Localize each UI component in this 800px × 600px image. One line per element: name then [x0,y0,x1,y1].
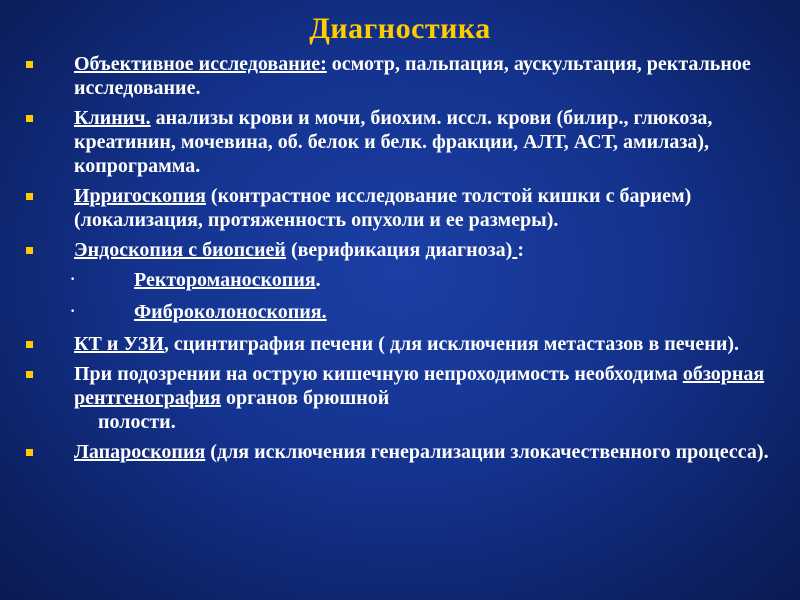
list-item [14,238,784,262]
item-text: (верификация диагноза) [285,239,513,261]
item-text: органов брюшной [220,387,390,409]
item-term: КТ и УЗИ [74,333,164,355]
sub-item-term: Ректороманоскопия [134,269,316,291]
item-term: Ирригоскопия [74,185,206,207]
item-term: обзорная рентгенография [74,363,765,409]
square-bullet-icon [26,371,33,378]
list-item [14,184,784,232]
item-term: Эндоскопия с биопсией [74,239,286,261]
item-text-tail: полости. [98,411,176,433]
slide-title: Диагностика [309,12,491,45]
item-term: Объективное исследование: [74,53,327,75]
sub-item-term: Фиброколоноскопия. [134,301,327,323]
item-term: Клинич. [74,107,151,129]
list-item [14,440,784,464]
sub-list-item [14,300,784,324]
square-bullet-icon [26,193,33,200]
square-bullet-icon [26,115,33,122]
sub-item-text: . [315,269,321,291]
square-bullet-icon [26,61,33,68]
item-text: (для исключения генерализации злокачественного процесса). [205,441,769,463]
sub-list-item [14,268,784,292]
item-text: осмотр, пальпация, аускультация, ректальное исследование. [74,53,751,99]
item-term: Лапароскопия [74,441,206,463]
list-item [14,106,784,178]
square-bullet-icon [26,247,33,254]
list-item [14,362,784,434]
diagnostics-list [14,52,784,470]
square-bullet-icon [26,449,33,456]
item-text: (контрастное исследование толстой кишки с барием) (локализация, протяженность опухоли и ее размеры). [74,185,692,231]
item-text: анализы крови и мочи, биохим. иссл. крови (билир., глюкоза, креатинин, мочевина, об. белок и белк. фракции, АЛТ, АСТ, амилаза), копрограмма. [74,107,713,177]
dot-bullet-icon: · [70,303,76,320]
item-text: , сцинтиграфия печени ( для исключения метастазов в печени). [163,333,740,355]
dot-bullet-icon: · [70,271,76,288]
item-text-colon: : [517,239,524,261]
list-item [14,52,784,100]
list-item [14,332,784,356]
square-bullet-icon [26,341,33,348]
item-text-lead: При подозрении на острую кишечную непроходимость необходима [74,363,683,385]
